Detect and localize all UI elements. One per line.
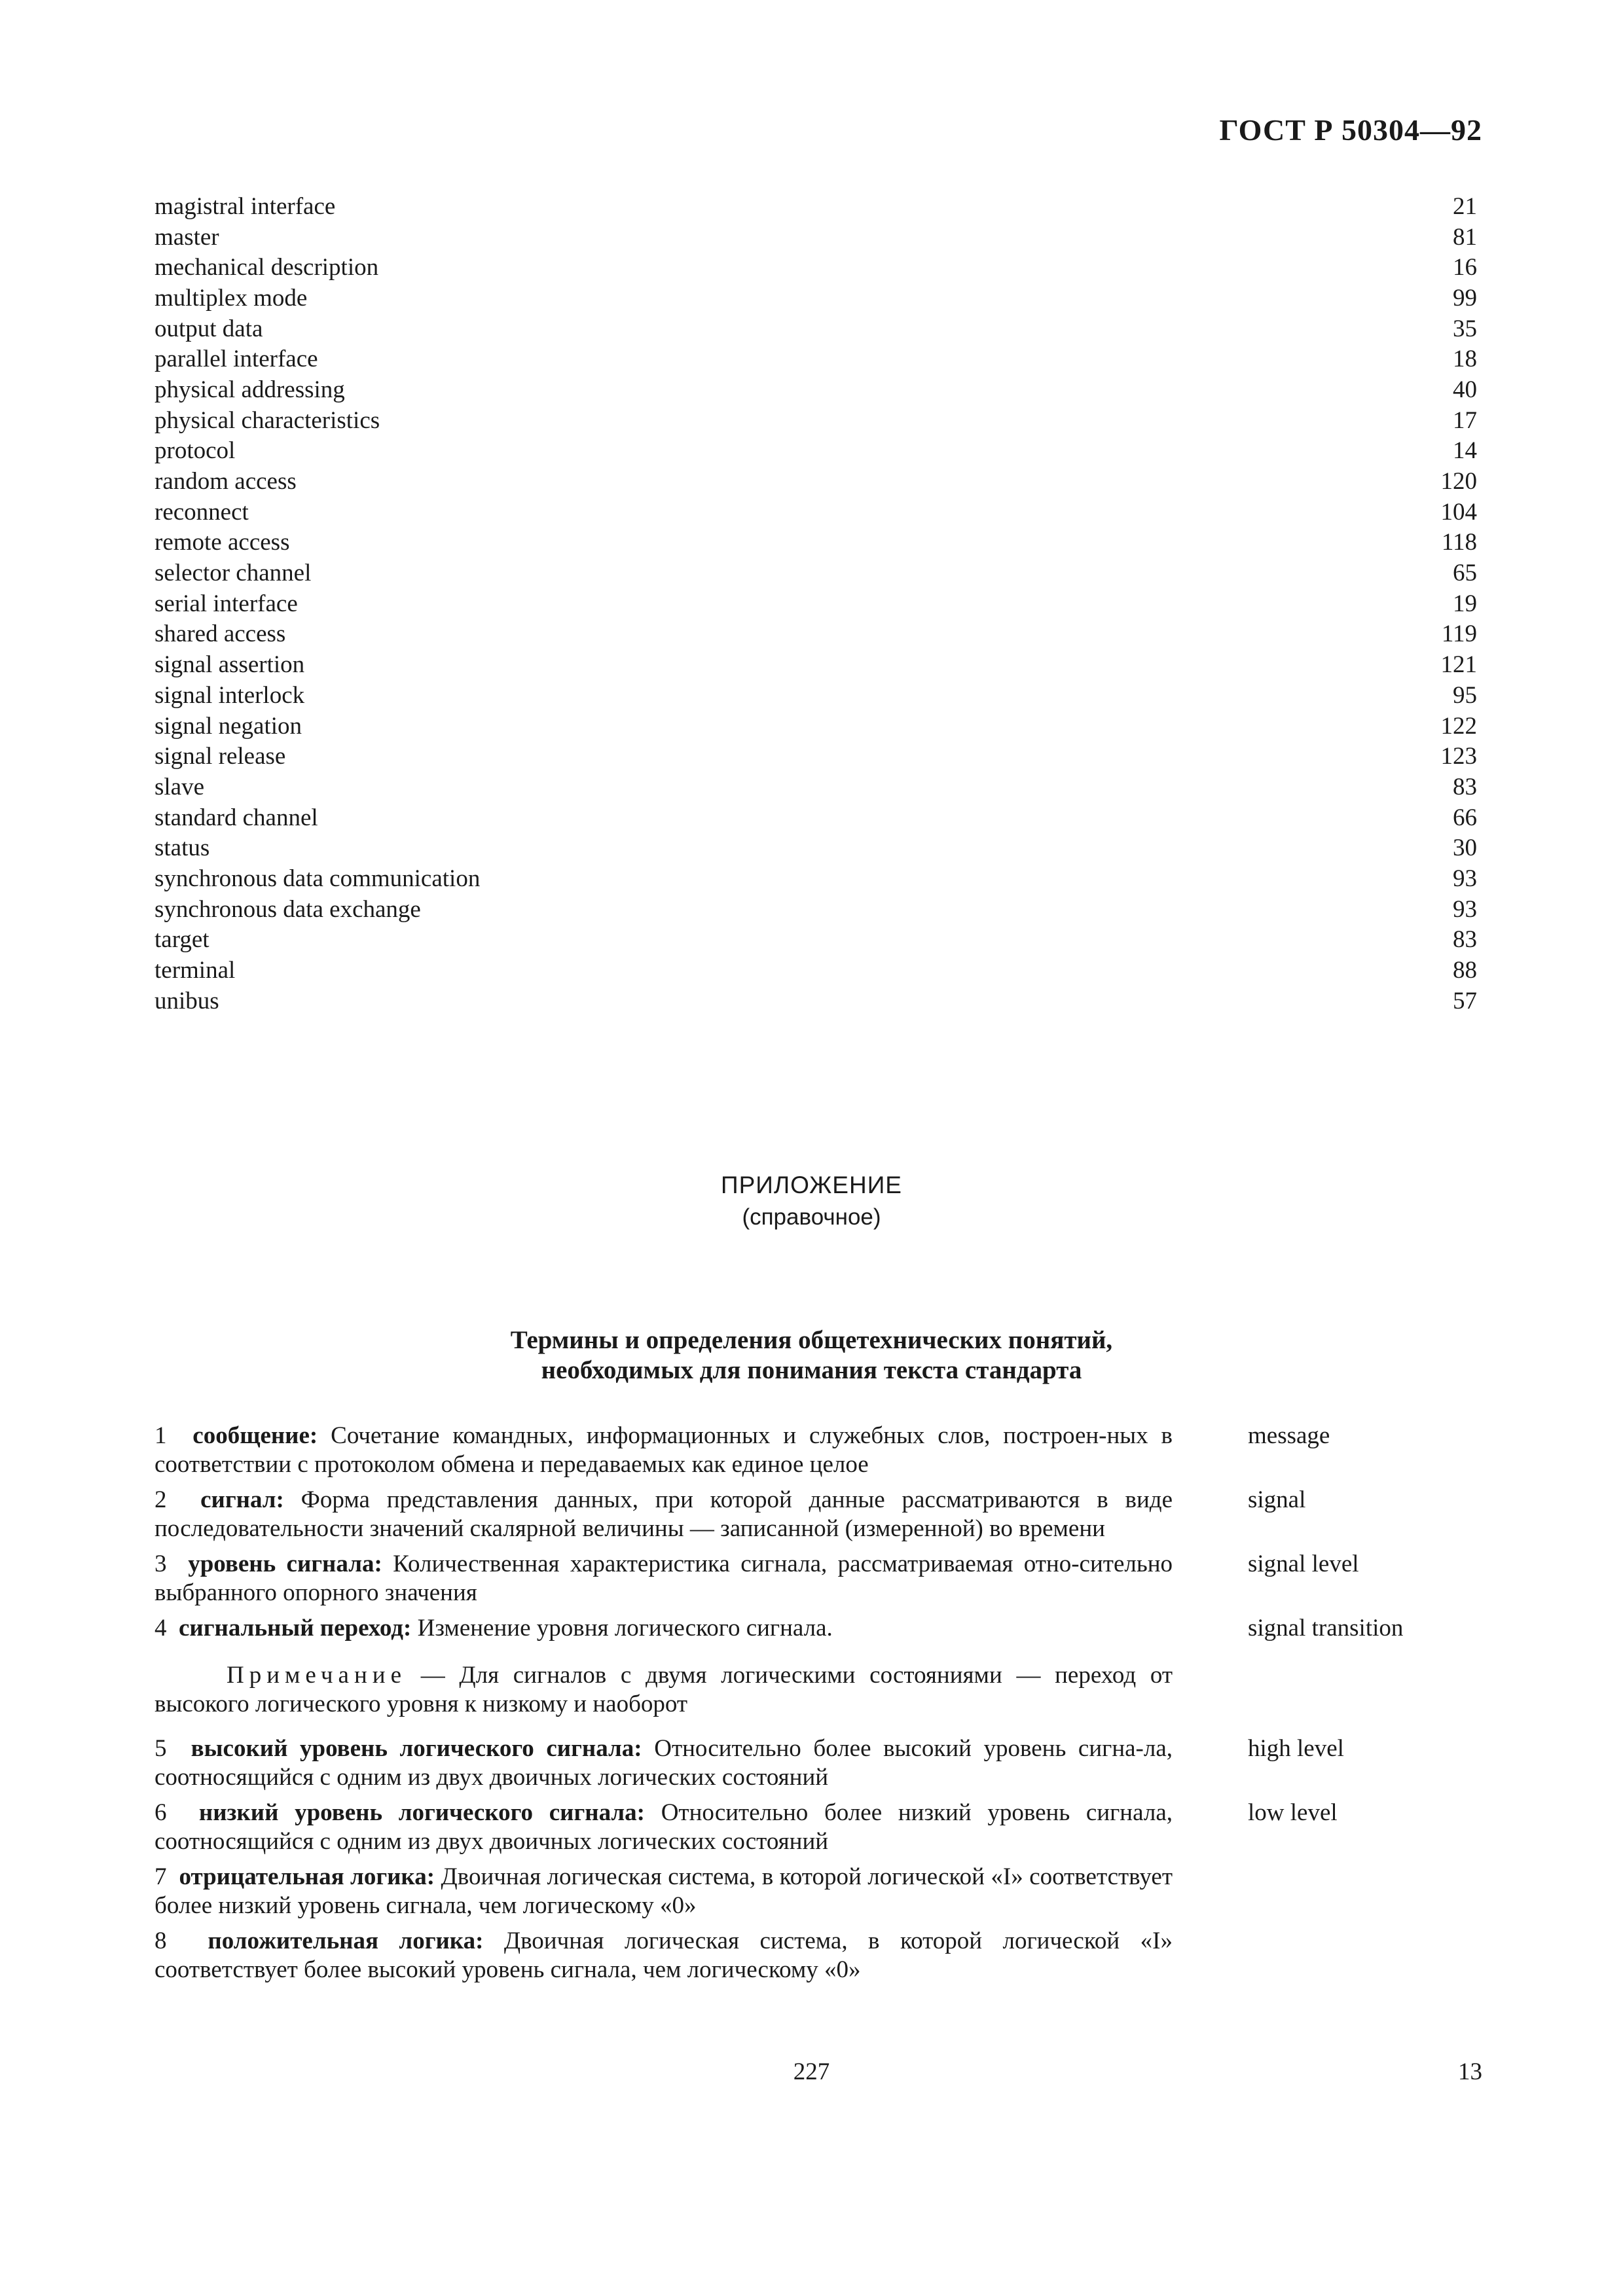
index-row <box>155 344 1477 374</box>
index-term: shared access <box>155 620 286 648</box>
term-english: message <box>1248 1422 1330 1449</box>
index-row <box>155 863 1477 894</box>
term-name: уровень сигнала: <box>188 1551 382 1577</box>
index-number: 57 <box>1453 987 1477 1014</box>
term-number: 6 <box>155 1799 167 1826</box>
term-text <box>155 1614 1173 1643</box>
index-number: 83 <box>1453 926 1477 954</box>
index-row <box>155 314 1477 344</box>
term-english: signal level <box>1248 1551 1359 1577</box>
term-english: signal <box>1248 1486 1306 1513</box>
index-term: slave <box>155 773 205 800</box>
index-row <box>155 619 1477 650</box>
index-row <box>155 283 1477 314</box>
term-entry <box>155 1550 1490 1607</box>
section-title-line: необходимых для понимания текста стандарта <box>541 1356 1082 1384</box>
index-number: 35 <box>1453 315 1477 342</box>
index-number: 18 <box>1453 346 1477 373</box>
index-number: 16 <box>1453 254 1477 281</box>
index-term: protocol <box>155 437 236 465</box>
index-row <box>155 680 1477 711</box>
term-entry <box>155 1422 1490 1479</box>
index-number: 119 <box>1441 620 1477 648</box>
term-english <box>1248 1863 1490 1920</box>
index-row <box>155 894 1477 925</box>
term-english: high level <box>1248 1735 1344 1762</box>
term-name: сигнальный переход: <box>179 1615 412 1641</box>
index-row <box>155 374 1477 405</box>
index-term: random access <box>155 468 297 495</box>
term-english <box>1248 1927 1490 1984</box>
index-term: signal negation <box>155 712 302 740</box>
term-english: signal transition <box>1248 1615 1404 1641</box>
index-term: remote access <box>155 529 290 556</box>
term-number: 5 <box>155 1735 167 1762</box>
index-term: target <box>155 926 210 954</box>
index-row <box>155 191 1477 222</box>
index-row <box>155 649 1477 680</box>
index-term: serial interface <box>155 590 298 617</box>
index-number: 66 <box>1453 804 1477 831</box>
index-number: 95 <box>1453 681 1477 709</box>
index-term: mechanical description <box>155 254 379 281</box>
term-name: низкий уровень логического сигнала: <box>198 1799 645 1826</box>
terms-list <box>155 1422 1490 1991</box>
term-number: 3 <box>155 1551 167 1577</box>
index-number: 104 <box>1440 498 1477 526</box>
index-number: 83 <box>1453 773 1477 800</box>
term-entry <box>155 1863 1490 1920</box>
term-definition: Двоичная логическая система, в которой логической «I» соответствует более высокий уровень сигнала, чем логическому «0» <box>155 1928 1173 1983</box>
term-entry <box>155 1614 1490 1643</box>
index-term: status <box>155 834 210 862</box>
term-entry <box>155 1486 1490 1543</box>
index-number: 93 <box>1453 865 1477 892</box>
index-number: 123 <box>1440 743 1477 770</box>
index-list <box>155 191 1477 1016</box>
index-number: 122 <box>1440 712 1477 740</box>
term-text <box>155 1734 1173 1792</box>
term-entry <box>155 1799 1490 1856</box>
term-name: сообщение: <box>192 1422 318 1449</box>
index-term: synchronous data communication <box>155 865 481 892</box>
index-number: 99 <box>1453 284 1477 312</box>
index-number: 121 <box>1440 651 1477 679</box>
index-number: 93 <box>1453 895 1477 923</box>
note-label: Примечание <box>227 1662 407 1689</box>
index-number: 65 <box>1453 560 1477 587</box>
term-english: low level <box>1248 1799 1338 1826</box>
index-term: physical addressing <box>155 376 345 403</box>
index-row <box>155 436 1477 467</box>
index-row <box>155 802 1477 833</box>
index-term: unibus <box>155 987 219 1014</box>
term-text <box>155 1486 1173 1543</box>
index-number: 19 <box>1453 590 1477 617</box>
term-definition: Относительно более низкий уровень сигнала, соотносящийся с одним из двух двоичных логических состояний <box>155 1799 1173 1855</box>
index-row <box>155 252 1477 283</box>
index-number: 120 <box>1440 468 1477 495</box>
index-term: physical characteristics <box>155 406 380 434</box>
term-definition: Изменение уровня логического сигнала. <box>417 1615 833 1641</box>
index-number: 40 <box>1453 376 1477 403</box>
term-number: 4 <box>155 1615 167 1641</box>
index-term: parallel interface <box>155 346 318 373</box>
index-row <box>155 986 1477 1016</box>
index-row <box>155 528 1477 558</box>
term-number: 1 <box>155 1422 167 1449</box>
term-definition: Форма представления данных, при которой данные рассматриваются в виде последовательности значений скалярной величины — записанной (измеренной) во времени <box>155 1486 1173 1542</box>
index-term: output data <box>155 315 263 342</box>
term-number: 8 <box>155 1928 167 1954</box>
index-row <box>155 833 1477 863</box>
term-text <box>155 1550 1173 1607</box>
term-name: отрицательная логика: <box>179 1863 435 1890</box>
term-definition: Относительно более высокий уровень сигна-ла, соотносящийся с одним из двух двоичных логических состояний <box>155 1735 1173 1791</box>
section-title <box>0 1325 1623 1386</box>
term-number: 7 <box>155 1863 167 1890</box>
index-term: reconnect <box>155 498 249 526</box>
index-term: terminal <box>155 957 236 984</box>
term-definition: Сочетание командных, информационных и служебных слов, построен-ных в соответствии с протоколом обмена и передаваемых как единое целое <box>155 1422 1173 1478</box>
index-term: synchronous data exchange <box>155 895 421 923</box>
index-row <box>155 466 1477 497</box>
index-term: master <box>155 223 219 251</box>
term-text <box>155 1799 1173 1856</box>
index-row <box>155 497 1477 528</box>
term-definition: Двоичная логическая система, в которой логической «I» соответствует более низкий уровень сигнала, чем логическому «0» <box>155 1863 1173 1919</box>
index-term: multiplex mode <box>155 284 308 312</box>
index-number: 81 <box>1453 223 1477 251</box>
index-row <box>155 955 1477 986</box>
term-number: 2 <box>155 1486 167 1513</box>
index-number: 30 <box>1453 834 1477 862</box>
index-number: 118 <box>1441 529 1477 556</box>
document-id: ГОСТ Р 50304—92 <box>1219 113 1482 147</box>
index-row <box>155 772 1477 802</box>
term-name: сигнал: <box>200 1486 284 1513</box>
index-term: signal interlock <box>155 681 305 709</box>
index-term: selector channel <box>155 560 312 587</box>
appendix-subtitle: (справочное) <box>742 1204 881 1230</box>
index-row <box>155 711 1477 742</box>
index-row <box>155 925 1477 956</box>
index-number: 21 <box>1453 192 1477 220</box>
index-row <box>155 588 1477 619</box>
term-text <box>155 1927 1173 1984</box>
term-entry <box>155 1927 1490 1984</box>
note <box>155 1661 1173 1719</box>
term-definition: Количественная характеристика сигнала, рассматриваемая отно-сительно выбранного опорного значения <box>155 1551 1173 1606</box>
index-row <box>155 558 1477 588</box>
index-term: signal release <box>155 743 286 770</box>
page-number-right: 13 <box>1458 2058 1482 2085</box>
appendix-title: ПРИЛОЖЕНИЕ <box>721 1172 902 1198</box>
index-row <box>155 741 1477 772</box>
section-title-line: Термины и определения общетехнических понятий, <box>510 1326 1113 1354</box>
index-term: signal assertion <box>155 651 305 679</box>
index-number: 17 <box>1453 406 1477 434</box>
term-entry <box>155 1734 1490 1792</box>
term-name: высокий уровень логического сигнала: <box>191 1735 642 1762</box>
note-text: — Для сигналов с двумя логическими состояниями — переход от высокого логического уровня к низкому и наоборот <box>155 1662 1173 1717</box>
index-row <box>155 222 1477 253</box>
index-term: magistral interface <box>155 192 336 220</box>
page-number-center: 227 <box>793 2058 830 2085</box>
index-term: standard channel <box>155 804 318 831</box>
term-text <box>155 1863 1173 1920</box>
index-row <box>155 405 1477 436</box>
index-number: 14 <box>1453 437 1477 465</box>
term-text <box>155 1422 1173 1479</box>
index-number: 88 <box>1453 957 1477 984</box>
term-name: положительная логика: <box>208 1928 484 1954</box>
